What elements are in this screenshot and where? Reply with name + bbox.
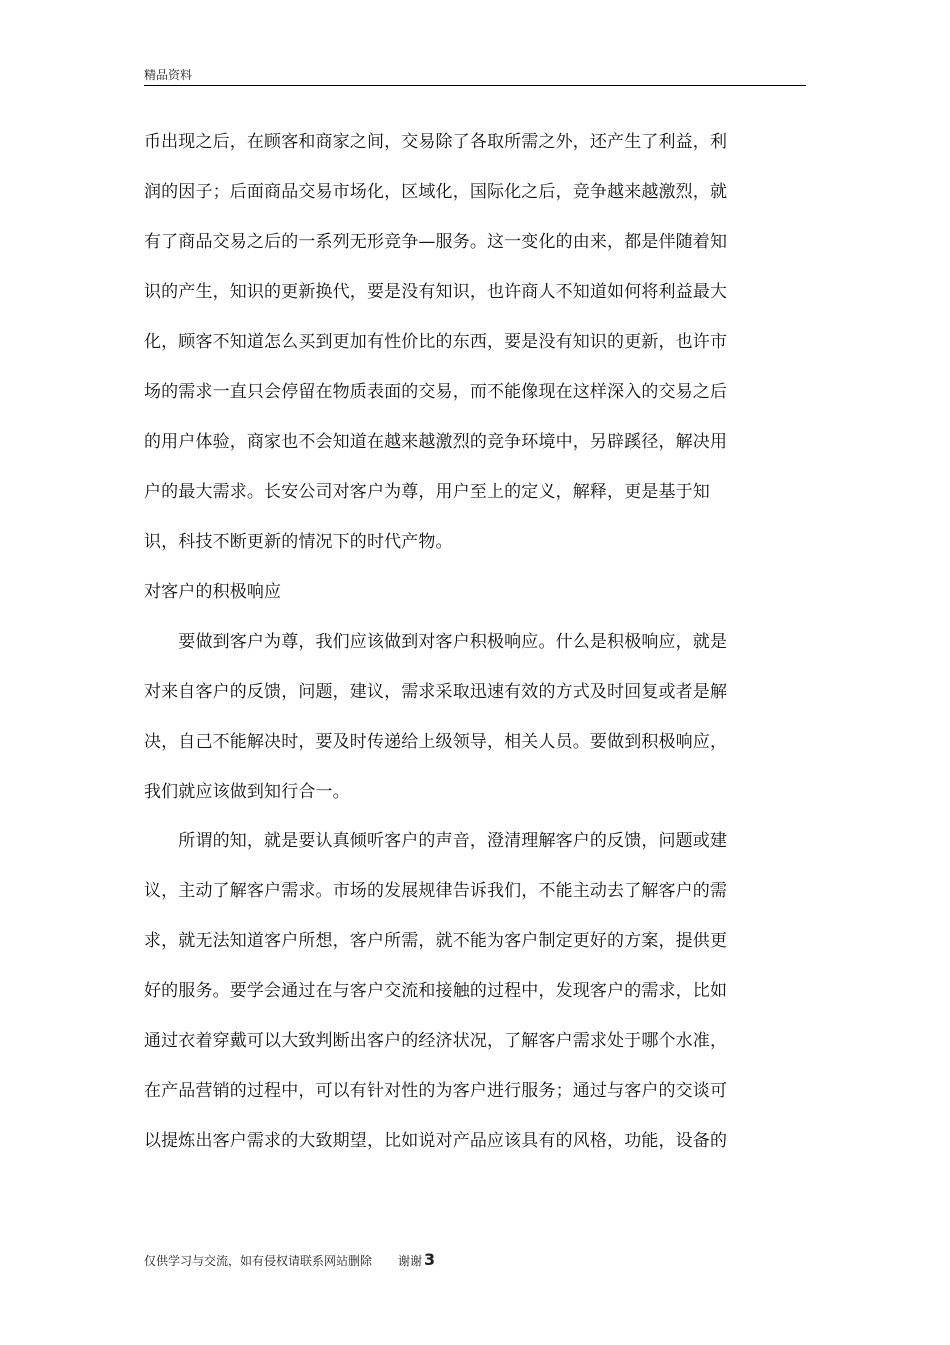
body-line: 户的最大需求。长安公司对客户为尊，用户至上的定义，解释，更是基于知 [144, 482, 710, 502]
header-rule [144, 85, 806, 86]
body-line: 议，主动了解客户需求。市场的发展规律告诉我们，不能主动去了解客户的需 [144, 881, 728, 901]
body-line: 所谓的知，就是要认真倾听客户的声音，澄清理解客户的反馈，问题或建 [144, 831, 728, 851]
footer-notice: 仅供学习与交流，如有侵权请联系网站删除 [144, 1254, 373, 1268]
body-line: 化，顾客不知道怎么买到更加有性价比的东西，要是没有知识的更新，也许市 [144, 332, 728, 352]
body-line: 润的因子；后面商品交易市场化，区域化，国际化之后，竞争越来越激烈，就 [144, 182, 728, 202]
body-line: 好的服务。要学会通过在与客户交流和接触的过程中，发现客户的需求，比如 [144, 981, 728, 1001]
body-line: 币出现之后，在顾客和商家之间，交易除了各取所需之外，还产生了利益，利 [144, 132, 728, 152]
page-footer [144, 1250, 435, 1269]
body-line: 场的需求一直只会停留在物质表面的交易，而不能像现在这样深入的交易之后 [144, 382, 728, 402]
footer-thanks: 谢谢 [398, 1254, 423, 1268]
page-number: 3 [424, 1250, 436, 1269]
body-line: 的用户体验，商家也不会知道在越来越激烈的竞争环境中，另辟蹊径，解决用 [144, 432, 728, 452]
body-line: 在产品营销的过程中，可以有针对性的为客户进行服务；通过与客户的交谈可 [144, 1081, 728, 1101]
body-line: 有了商品交易之后的一系列无形竞争—服务。这一变化的由来，都是伴随着知 [144, 232, 728, 252]
body-line: 要做到客户为尊，我们应该做到对客户积极响应。什么是积极响应，就是 [144, 632, 728, 652]
body-line: 识的产生，知识的更新换代，要是没有知识，也许商人不知道如何将利益最大 [144, 282, 728, 302]
body-line: 对来自客户的反馈，问题，建议，需求采取迅速有效的方式及时回复或者是解 [144, 682, 728, 702]
body-line: 通过衣着穿戴可以大致判断出客户的经济状况，了解客户需求处于哪个水准， [144, 1031, 728, 1051]
page-header-label: 精品资料 [144, 68, 193, 82]
body-line: 求，就无法知道客户所想，客户所需，就不能为客户制定更好的方案，提供更 [144, 931, 728, 951]
body-line: 以提炼出客户需求的大致期望，比如说对产品应该具有的风格，功能，设备的 [144, 1131, 728, 1151]
body-line: 识，科技不断更新的情况下的时代产物。 [144, 532, 453, 552]
body-line: 决，自己不能解决时，要及时传递给上级领导，相关人员。要做到积极响应， [144, 732, 728, 752]
section-heading: 对客户的积极响应 [144, 582, 282, 602]
body-line: 我们就应该做到知行合一。 [144, 782, 350, 802]
